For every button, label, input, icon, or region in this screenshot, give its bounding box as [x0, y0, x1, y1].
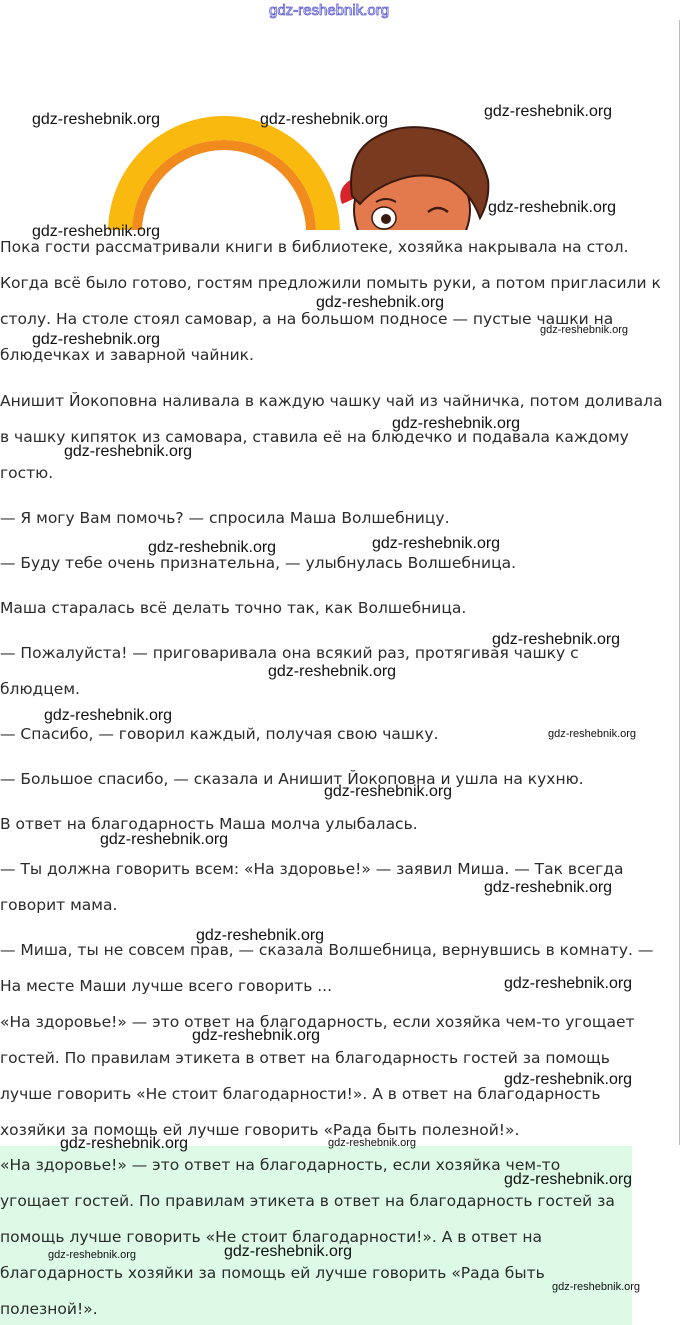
watermark[interactable]: gdz-reshebnik.org — [548, 728, 637, 740]
text-line: в чашку кипяток из самовара, ставила её на блюдечко и подавала каждому — [0, 428, 629, 446]
watermark[interactable]: gdz-reshebnik.org — [224, 1243, 353, 1260]
watermark[interactable]: gdz-reshebnik.org — [484, 879, 613, 896]
watermark[interactable]: gdz-reshebnik.org — [60, 1135, 189, 1152]
text-line: столу. На столе стоял самовар, а на большом подносе — пустые чашки на — [0, 310, 614, 328]
watermark[interactable]: gdz-reshebnik.org — [328, 1137, 417, 1149]
watermark[interactable]: gdz-reshebnik.org — [324, 783, 453, 800]
answer-line: «На здоровье!» — это ответ на благодарность, если хозяйка чем-то — [0, 1156, 561, 1174]
watermark[interactable]: gdz-reshebnik.org — [32, 111, 161, 128]
text-line: — Пожалуйста! — приговаривала она всякий раз, протягивая чашку с — [0, 644, 579, 662]
answer-line: помощь лучше говорить «Не стоит благодарности!». А в ответ на — [0, 1228, 543, 1246]
text-line: блюдечках и заварной чайник. — [0, 346, 254, 364]
text-line: — Большое спасибо, — сказала и Анишит Йокоповна и ушла на кухню. — [0, 770, 584, 788]
text-line: На месте Маши лучше всего говорить ... — [0, 977, 333, 995]
watermark[interactable]: gdz-reshebnik.org — [392, 415, 521, 432]
rainbow-arc-icon — [108, 116, 340, 230]
watermark[interactable]: gdz-reshebnik.org — [44, 707, 173, 724]
watermark[interactable]: gdz-reshebnik.org — [64, 443, 193, 460]
watermark[interactable]: gdz-reshebnik.org — [192, 1027, 321, 1044]
watermark[interactable]: gdz-reshebnik.org — [260, 111, 389, 128]
watermark[interactable]: gdz-reshebnik.org — [148, 539, 277, 556]
answer-line: благодарность хозяйки за помощь ей лучше говорить «Рада быть — [0, 1264, 545, 1282]
text-line: — Миша, ты не совсем прав, — сказала Волшебница, вернувшись в комнату. — — [0, 941, 654, 959]
watermark[interactable]: gdz-reshebnik.org — [32, 331, 161, 348]
watermark[interactable]: gdz-reshebnik.org — [32, 223, 161, 240]
text-line: — Я могу Вам помочь? — спросила Маша Волшебницу. — [0, 509, 450, 527]
text-line: гостей. По правилам этикета в ответ на благодарность гостей за помощь — [0, 1049, 610, 1067]
answer-line: угощает гостей. По правилам этикета в ответ на благодарность гостей за — [0, 1192, 615, 1210]
text-line: Пока гости рассматривали книги в библиотеке, хозяйка накрывала на стол. — [0, 238, 629, 256]
watermark[interactable]: gdz-reshebnik.org — [196, 927, 325, 944]
watermark[interactable]: gdz-reshebnik.org — [492, 631, 621, 648]
watermark[interactable]: gdz-reshebnik.org — [372, 535, 501, 552]
boy-face-icon — [340, 127, 488, 230]
watermark[interactable]: gdz-reshebnik.org — [484, 103, 613, 120]
watermark-header[interactable]: gdz-reshebnik.org — [269, 2, 390, 19]
watermark[interactable]: gdz-reshebnik.org — [540, 324, 629, 336]
watermark[interactable]: gdz-reshebnik.org — [316, 294, 445, 311]
watermark[interactable]: gdz-reshebnik.org — [48, 1249, 137, 1261]
watermark[interactable]: gdz-reshebnik.org — [552, 1281, 641, 1293]
text-line: В ответ на благодарность Маша молча улыбалась. — [0, 815, 418, 833]
text-line: блюдцем. — [0, 680, 80, 698]
text-line: «На здоровье!» — это ответ на благодарность, если хозяйка чем-то угощает — [0, 1013, 635, 1031]
text-line: лучше говорить «Не стоит благодарности!». А в ответ на благодарность — [0, 1085, 601, 1103]
watermark[interactable]: gdz-reshebnik.org — [488, 199, 617, 216]
text-line: хозяйки за помощь ей лучше говорить «Рада быть полезной!». — [0, 1121, 520, 1139]
watermark[interactable]: gdz-reshebnik.org — [100, 831, 229, 848]
text-line: — Спасибо, — говорил каждый, получая свою чашку. — [0, 725, 439, 743]
text-line: Анишит Йокоповна наливала в каждую чашку чай из чайничка, потом доливала — [0, 392, 663, 410]
text-line: гостю. — [0, 464, 54, 482]
text-line: говорит мама. — [0, 896, 118, 914]
watermark[interactable]: gdz-reshebnik.org — [268, 663, 397, 680]
text-line: Когда всё было готово, гостям предложили помыть руки, а потом пригласили к — [0, 274, 661, 292]
watermark[interactable]: gdz-reshebnik.org — [504, 975, 633, 992]
watermark[interactable]: gdz-reshebnik.org — [504, 1171, 633, 1188]
answer-line: полезной!». — [0, 1300, 98, 1318]
watermark[interactable]: gdz-reshebnik.org — [504, 1071, 633, 1088]
text-line: — Ты должна говорить всем: «На здоровье!» — заявил Миша. — Так всегда — [0, 860, 624, 878]
text-line: Маша старалась всё делать точно так, как Волшебница. — [0, 599, 467, 617]
text-line: — Буду тебе очень признательна, — улыбнулась Волшебница. — [0, 554, 517, 572]
